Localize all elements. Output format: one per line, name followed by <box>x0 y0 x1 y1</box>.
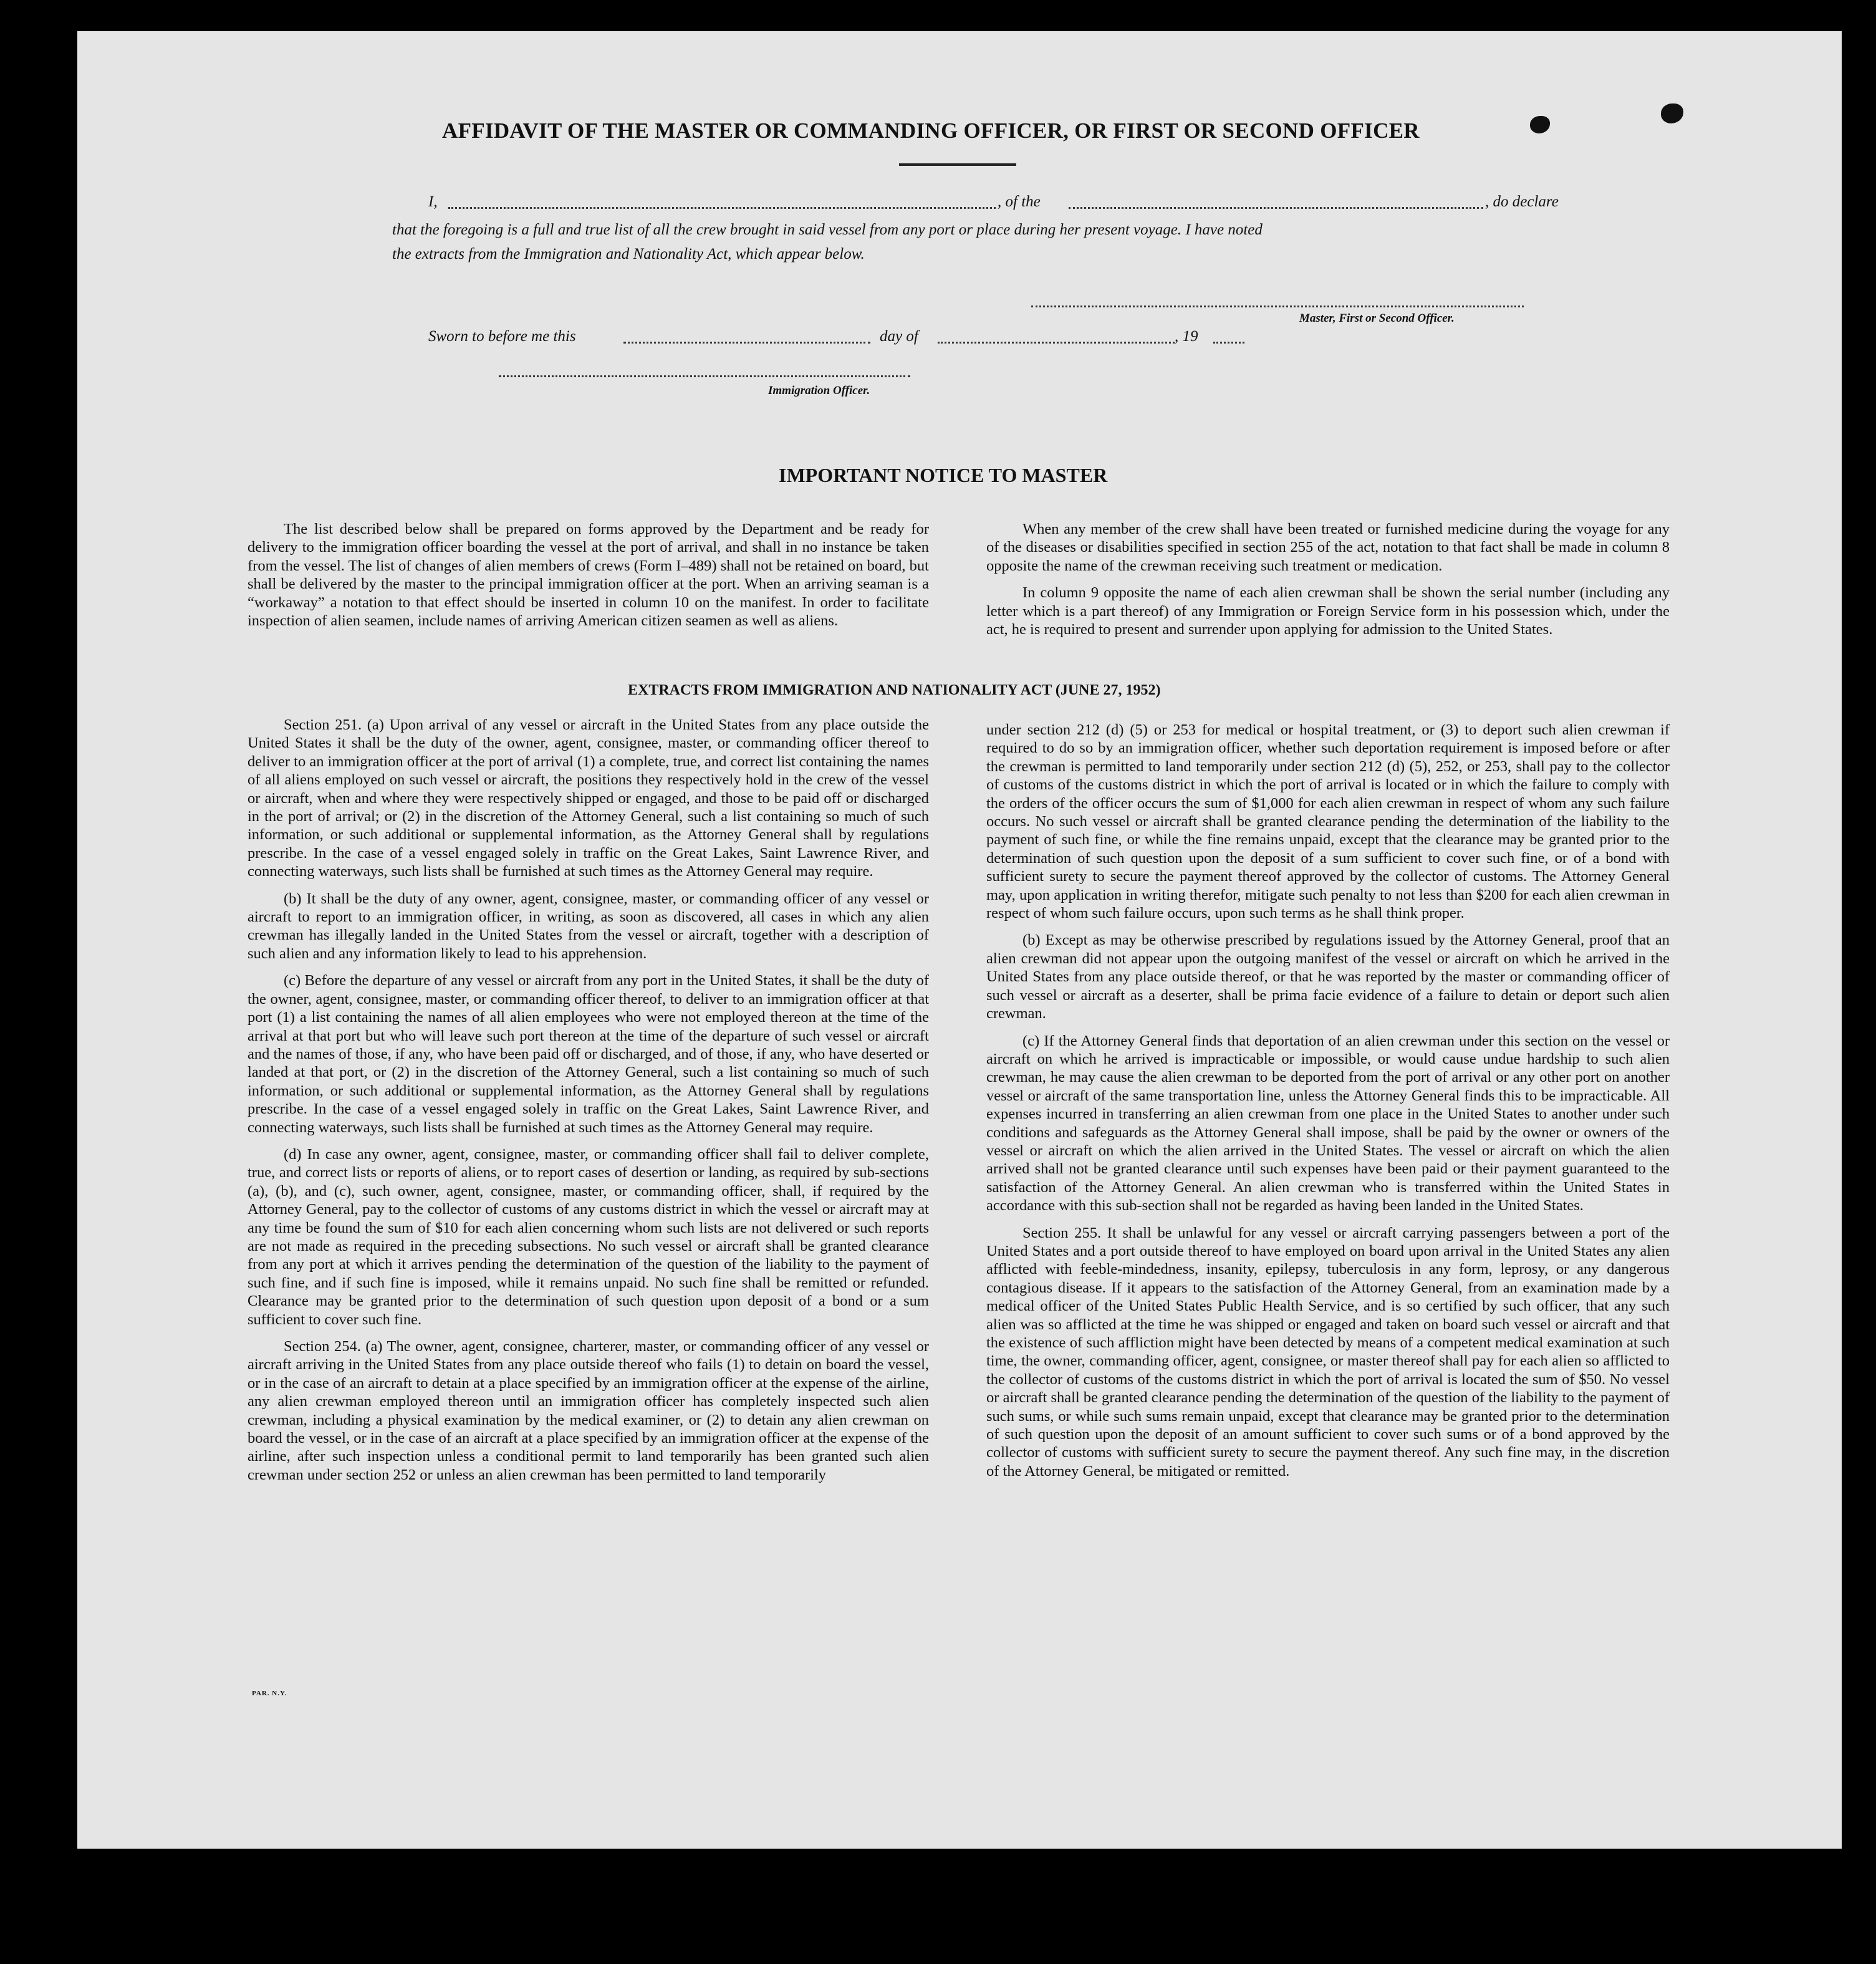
printer-mark: PAR. N.Y. <box>252 1690 287 1697</box>
extracts-title: EXTRACTS FROM IMMIGRATION AND NATIONALITY ACT (JUNE 27, 1952) <box>628 682 1161 698</box>
notice-paragraph: When any member of the crew shall have been treated or furnished medicine during the voyage for any of the diseases or disabilities specified in section 255 of the act, notation to that fact shall be made in column 8 opposite the name of the crewman receiving such treatment or medication. <box>986 521 1670 574</box>
officer-signature-line[interactable] <box>499 375 910 377</box>
sworn-day-line[interactable] <box>623 342 870 344</box>
section-254a-continued: under section 212 (d) (5) or 253 for medical or hospital treatment, or (3) to deport such alien crewman if required to do so by an immigration officer, whether such deportation requirement is imposed before or after the crewman is permitted to land temporarily under section 212 (d) (5), 252, or 253, shall pay to the collector of customs of the customs district in which the port of arrival is located or in which the failure to comply with the orders of the officer occurs the sum of $1,000 for each alien crewman in respect of whom any such failure occurs. No such vessel or aircraft shall be granted clearance pending the determination of the liability to the payment of such fine, or while the fine remains unpaid, except that the clearance may be granted prior to the determination of such question upon the deposit of a sum sufficient to cover such fine, or of a bond with sufficient surety to secure the payment thereof approved by the collector of customs. The Attorney General may, upon application in writing therefor, mitigate such penalty to not less than $200 for each alien crewman in respect of whom such failure occurs, upon such terms as he shall think proper. <box>986 721 1670 922</box>
section-251a: Section 251. (a) Upon arrival of any vessel or aircraft in the United States from any place outside the United States it shall be the duty of the owner, agent, consignee, master, or commanding officer thereof to deliver to an immigration officer at the port of arrival (1) a complete, true, and correct list containing the names of all aliens employed on such vessel or aircraft, the positions they respectively hold in the crew of the vessel or aircraft, when and where they were respectively shipped or engaged, and those to be paid off or discharged in the port of arrival; or (2) in the discretion of the Attorney General, such a list containing so much of such information, or such additional or supplemental information, as the Attorney General shall by regulations prescribe. In the case of a vessel engaged solely in traffic on the Great Lakes, Saint Lawrence River, and connecting waterways, such lists shall be furnished at such times as the Attorney General may require. <box>248 716 929 880</box>
notice-title: IMPORTANT NOTICE TO MASTER <box>779 464 1108 486</box>
section-255: Section 255. It shall be unlawful for any vessel or aircraft carrying passengers between a port of the United States and a port outside thereof to have employed on board upon arrival in the United States any alien afflicted with feeble-mindedness, insanity, epilepsy, tuberculosis in any form, leprosy, or any dangerous contagious disease. If it appears to the satisfaction of the Attorney General, from an examination made by a medical officer of the United States Public Health Service, and is so certified by such officer, that any such alien was so afflicted at the time he was shipped or engaged and taken on board such vessel or aircraft and that the existence of such affliction might have been detected by means of a competent medical examination at such time, the owner, commanding officer, agent, consignee, or master thereof shall pay for each alien so afflicted to the collector of customs of the customs district in which the port of arrival is located the sum of $50. No vessel or aircraft shall be granted clearance pending the determination of the question of the liability to the payment of such sums, or while such sums remain unpaid, except that clearance may be granted prior to the determination of such question upon the deposit of an amount sufficient to cover such sums or of a bond approved by the collector of customs with sufficient surety to secure the payment thereof. Any such fine may, in the discretion of the Attorney General, be mitigated or remitted. <box>986 1224 1670 1480</box>
section-251c: (c) Before the departure of any vessel or aircraft from any port in the United States, it shall be the duty of the owner, agent, consignee, master, or commanding officer thereof, to deliver to an immigration officer at that port (1) a list containing the names of all alien employees who were not employed thereon at the time of the arrival at that port but who will leave such port thereon at the time of the departure of such vessel or aircraft and the names of those, if any, who have been paid off or discharged, and of those, if any, who have deserted or landed at that port, or (2) in the discretion of the Attorney General, such a list containing so much of such information, or such additional or supplemental information, as the Attorney General shall by regulations prescribe. In the case of a vessel engaged solely in traffic on the Great Lakes, Saint Lawrence River, and connecting waterways, such lists shall be furnished at such times as the Attorney General may require. <box>248 972 929 1136</box>
master-signature-line[interactable] <box>1031 306 1524 307</box>
year-label: , 19 <box>1175 328 1198 345</box>
section-254a: Section 254. (a) The owner, agent, consignee, charterer, master, or commanding officer of any vessel or aircraft arriving in the United States from any place outside thereof who fails (1) to detain on board the vessel, or in the case of an aircraft to detain at a place specified by an immigration officer at the expense of the airline, any alien crewman employed thereon until an immigration officer has completely inspected such alien crewman, including a physical examination by the medical examiner, or (2) to detain any alien crewman on board the vessel, or in the case of an aircraft at a place specified by an immigration officer at the expense of the airline, after such inspection unless a conditional permit to land temporarily has been granted such alien crewman under section 252 or unless an alien crewman has been permitted to land temporarily <box>248 1338 929 1483</box>
notice-paragraph: The list described below shall be prepared on forms approved by the Department and be ready for delivery to the immigration officer boarding the vessel at the port of arrival, and shall in no instance be taken from the vessel. The list of changes of alien members of crews (Form I–489) shall not be retained on board, but shall be delivered by the master to the principal immigration officer at the port. When an arriving seaman is a “workaway” a notation to that effect should be inserted in column 10 on the manifest. In order to facilitate inspection of alien seamen, include names of arriving American citizen seamen as well as aliens. <box>248 521 929 630</box>
title-underline <box>899 163 1016 166</box>
sworn-label: Sworn to before me this <box>428 328 576 345</box>
declarant-name-line[interactable] <box>448 207 996 209</box>
vessel-name-line[interactable] <box>1069 207 1483 209</box>
day-of-label: day of <box>880 328 918 345</box>
section-254c: (c) If the Attorney General finds that deportation of an alien crewman under this section on the vessel or aircraft on which he arrived is impracticable or impossible, or would cause undue hardship to such alien crewman, he may cause the alien crewman to be deported from the port of arrival or any other port on another vessel or aircraft of the same transportation line, unless the Attorney General finds this to be impracticable. All expenses incurred in transferring an alien crewman from one place in the United States to another under such conditions and safeguards as the Attorney General shall impose, shall be paid by the owner or owners of the vessel or aircraft on which the alien arrived in the United States. The vessel or aircraft on which the alien arrived shall not be granted clearance until such expenses have been paid or their payment guaranteed to the satisfaction of the Attorney General. An alien crewman who is transferred within the United States in accordance with this sub-section shall not be regarded as having been landed in the United States. <box>986 1032 1670 1215</box>
section-251b: (b) It shall be the duty of any owner, agent, consignee, master, or commanding officer of any vessel or aircraft to report to an immigration officer, in writing, as soon as discovered, all cases in which any alien crewman has illegally landed in the United States from the vessel or aircraft, together with a description of such alien and any information likely to lead to his apprehension. <box>248 890 929 962</box>
section-254b: (b) Except as may be otherwise prescribed by regulations issued by the Attorney General, proof that an alien crewman did not appear upon the outgoing manifest of the vessel or aircraft on which he arrived in the United States from any place outside thereof, or that he was reported by the master or commanding officer of such vessel or aircraft as a deserter, shall be prima facie evidence of a failure to detain or deport such alien crewman. <box>986 931 1670 1023</box>
master-signature-label: Master, First or Second Officer. <box>1299 312 1455 325</box>
document-page <box>77 31 1842 1849</box>
vessel-label: , of the <box>998 193 1041 210</box>
section-251d: (d) In case any owner, agent, consignee, master, or commanding officer shall fail to deliver complete, true, and correct lists or reports of aliens, or to report cases of desertion or landing, as required by sub-sections (a), (b), and (c), such owner, agent, consignee, master, or commanding officer, shall, if required by the Attorney General, pay to the collector of customs of any customs district in which the vessel or aircraft may at any time be found the sum of $10 for each alien concerning whom such lists are not delivered or such reports are not made as required in the preceding subsections. No such vessel or aircraft shall be granted clearance from any port at which it arrives pending the determination of the question of the liability to the payment of such fine, and if such fine is imposed, while it remains unpaid. No such fine shall be remitted or refunded. Clearance may be granted prior to the determination of such question upon deposit of a bond or a sum sufficient to cover such fine. <box>248 1145 929 1328</box>
declarant-label: I, <box>428 193 438 210</box>
declare-label: , do declare <box>1485 193 1559 210</box>
affidavit-statement-line2: the extracts from the Immigration and Nationality Act, which appear below. <box>392 246 865 262</box>
notice-right-column <box>986 520 1670 647</box>
notice-left-column <box>248 520 929 638</box>
sworn-month-line[interactable] <box>938 342 1175 344</box>
extracts-right-column <box>986 721 1670 1489</box>
ink-blot-mark <box>1661 103 1683 123</box>
extracts-left-column <box>248 716 929 1493</box>
notice-paragraph: In column 9 opposite the name of each alien crewman shall be shown the serial number (including any letter which is a part thereof) of any Immigration or Foreign Service form in his possession which, under the act, he is required to present and surrender upon applying for admission to the United States. <box>986 584 1670 638</box>
sworn-year-line[interactable] <box>1213 342 1244 344</box>
affidavit-statement-line1: that the foregoing is a full and true list of all the crew brought in said vessel from any port or place during her present voyage. I have noted <box>392 221 1263 238</box>
affidavit-title: AFFIDAVIT OF THE MASTER OR COMMANDING OFFICER, OR FIRST OR SECOND OFFICER <box>442 118 1420 143</box>
officer-signature-label: Immigration Officer. <box>768 384 870 397</box>
